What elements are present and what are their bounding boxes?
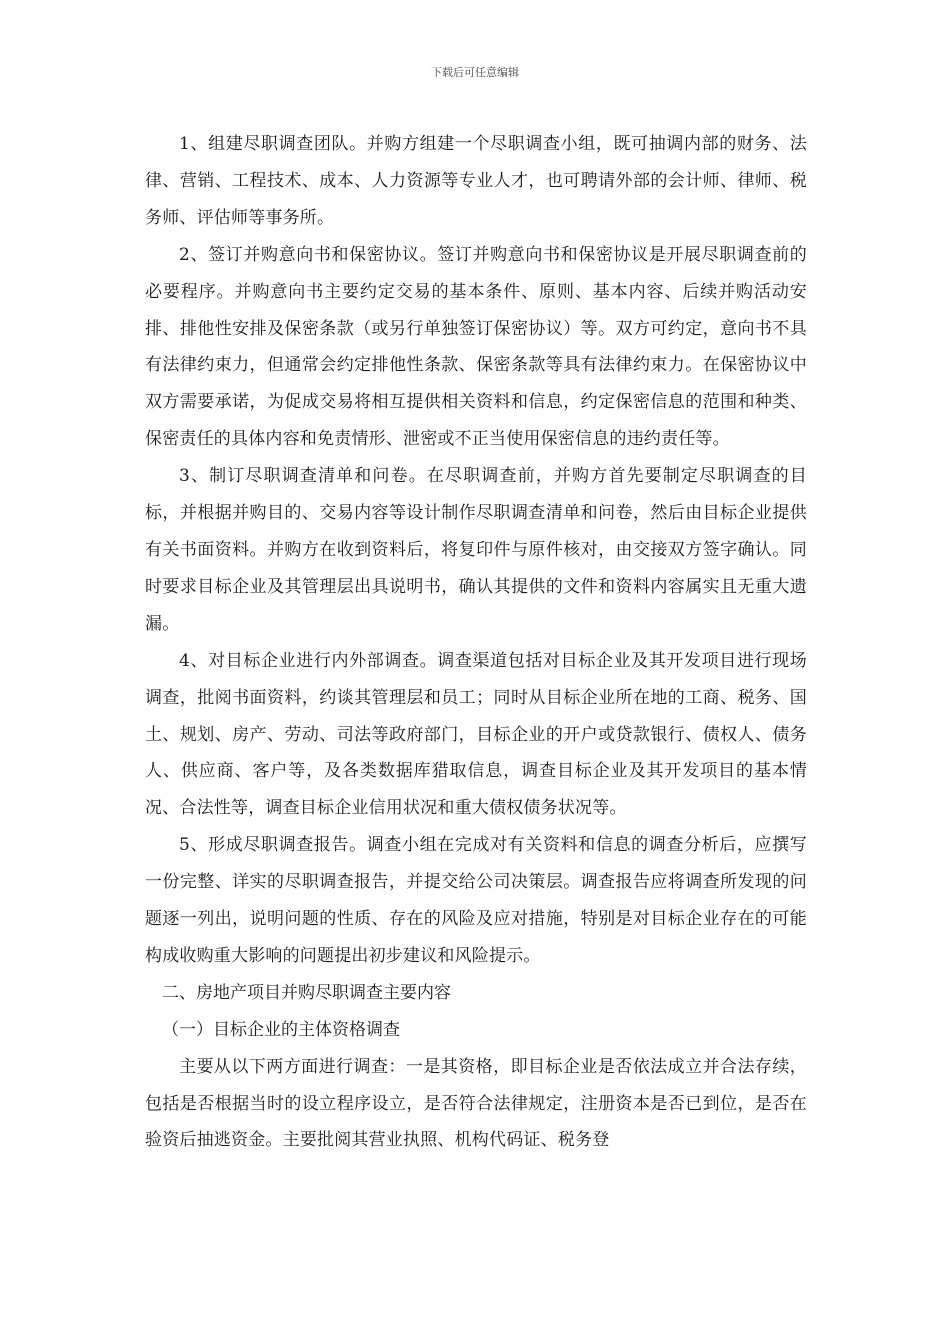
- paragraph-3: 3、制订尽职调查清单和问卷。在尽职调查前，并购方首先要制定尽职调查的目标，并根据并购目的、交易内容等设计制作尽职调查清单和问卷，然后由目标企业提供有关书面资料。并购方在收到资料后，将复印件与原件核对，由交接双方签字确认。同时要求目标企业及其管理层出具说明书，确认其提供的文件和资料内容属实且无重大遗漏。: [145, 466, 807, 634]
- paragraph-final: 主要从以下两方面进行调查：一是其资格，即目标企业是否依法成立并合法存续，包括是否根据当时的设立程序设立，是否符合法律规定，注册资本是否已到位，是否在验资后抽逃资金。主要批阅其营业执照、机构代码证、税务登: [145, 1056, 807, 1151]
- paragraph-2: 2、签订并购意向书和保密协议。签订并购意向书和保密协议是开展尽职调查前的必要程序。并购意向书主要约定交易的基本条件、原则、基本内容、后续并购活动安排、排他性安排及保密条款（或另行单独签订保密协议）等。双方可约定，意向书不具有法律约束力，但通常会约定排他性条款、保密条款等具有法律约束力。在保密协议中双方需要承诺，为促成交易将相互提供相关资料和信息，约定保密信息的范围和种类、保密责任的具体内容和免责情形、泄密或不正当使用保密信息的违约责任等。: [145, 244, 807, 450]
- subsection-heading: （一）目标企业的主体资格调查: [162, 1019, 400, 1040]
- page-header: 下载后可任意编辑: [431, 66, 519, 79]
- section-heading: 二、房地产项目并购尽职调查主要内容: [162, 982, 451, 1003]
- paragraph-5: 5、形成尽职调查报告。调查小组在完成对有关资料和信息的调查分析后，应撰写一份完整、详实的尽职调查报告，并提交给公司决策层。调查报告应将调查所发现的问题逐一列出，说明问题的性质、存在的风险及应对措施，特别是对目标企业存在的可能构成收购重大影响的问题提出初步建议和风险提示。: [145, 835, 807, 966]
- paragraph-4: 4、对目标企业进行内外部调查。调查渠道包括对目标企业及其开发项目进行现场调查，批阅书面资料，约谈其管理层和员工；同时从目标企业所在地的工商、税务、国土、规划、房产、劳动、司法等政府部门，目标企业的开户或贷款银行、债权人、债务人、供应商、客户等，及各类数据库猎取信息，调查目标企业及其开发项目的基本情况、合法性等，调查目标企业信用状况和重大债权债务状况等。: [145, 650, 807, 819]
- document-body: [145, 126, 807, 1159]
- paragraph-1: 1、组建尽职调查团队。并购方组建一个尽职调查小组，既可抽调内部的财务、法律、营销、工程技术、成本、人力资源等专业人才，也可聘请外部的会计师、律师、税务师、评估师等事务所。: [145, 134, 807, 228]
